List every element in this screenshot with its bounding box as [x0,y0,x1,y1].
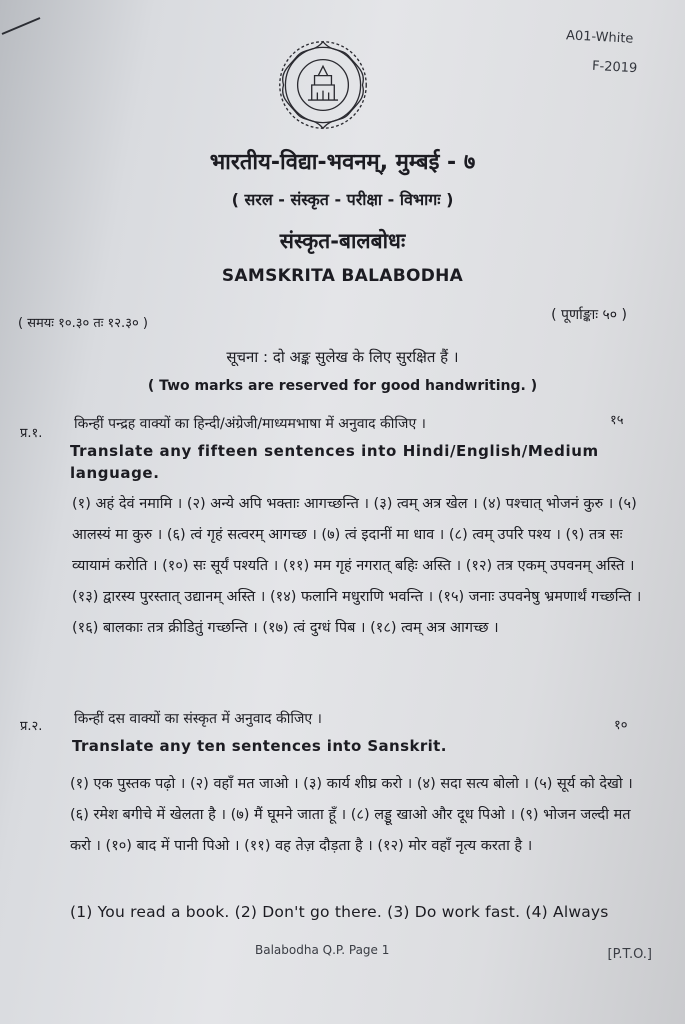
pen-mark [0,0,60,40]
please-turn-over: [P.T.O.] [607,947,652,962]
question-2-english-sentences: (1) You read a book. (2) Don't go there. (3) Do work fast. (4) Always [70,903,609,921]
question-2-marks: १० [614,718,628,733]
question-1-instruction-hindi: किन्हीं पन्द्रह वाक्यों का हिन्दी/अंग्रेजी/माध्यमभाषा में अनुवाद कीजिए । [74,416,426,432]
paper-code: A01-White [565,28,634,47]
question-2-number: प्र.२. [20,719,43,734]
exam-title-english: SAMSKRITA BALABODHA [221,266,464,286]
department-name: ( सरल - संस्कृत - परीक्षा - विभागः ) [231,190,454,209]
question-2-instruction-hindi: किन्हीं दस वाक्यों का संस्कृत में अनुवाद कीजिए । [74,711,322,727]
question-1-marks: १५ [610,413,624,428]
exam-time: ( समयः १०.३० तः १२.३० ) [18,316,148,331]
institute-seal-logo [276,38,370,132]
question-2-instruction-english: Translate any ten sentences into Sanskrit. [72,737,447,755]
exam-date: F-2019 [591,58,638,77]
question-2-sentences: (१) एक पुस्तक पढ़ो । (२) वहाँ मत जाओ । (३) कार्य शीघ्र करो । (४) सदा सत्य बोलो । (५) सूर्य को देखो । (६) रमेश बगीचे में खेलता है । (७) मैं घूमने जाता हूँ । (८) लड्डू खाओ और दूध पिओ । (९) भोजन जल्दी मत करो । (१०) बाद में पानी पिओ । (११) वह तेज़ दौड़ता है । (१२) मोर वहाँ नृत्य करता है । [70,776,633,854]
notice-english: ( Two marks are reserved for good handwriting. ) [147,378,538,394]
question-1-number: प्र.१. [20,426,43,441]
total-marks: ( पूर्णाङ्काः ५० ) [551,307,627,323]
exam-title-sanskrit: संस्कृत-बालबोधः [279,229,406,253]
page-footer: Balabodha Q.P. Page 1 [255,943,390,957]
question-1-sentences: (१) अहं देवं नमामि । (२) अन्ये अपि भक्ताः आगच्छन्ति । (३) त्वम् अत्र खेल । (४) पश्चात् भोजनं कुरु । (५) आलस्यं मा कुरु । (६) त्वं गृहं सत्वरम् आगच्छ । (७) त्वं इदानीं मा धाव । (८) त्वम् उपरि पश्य । (९) तत्र सः व्यायामं करोति । (१०) सः सूर्यं पश्यति । (११) मम गृहं नगरात् बहिः अस्ति । (१२) तत्र एकम् उपवनम् अस्ति । (१३) द्वारस्य पुरस्तात् उद्यानम् अस्ति । (१४) फलानि मधुराणि भवन्ति । (१५) जनाः उपवनेषु भ्रमणार्थं गच्छन्ति । (१६) बालकाः तत्र क्रीडितुं गच्छन्ति । (१७) त्वं दुग्धं पिब । (१८) त्वम् अत्र आगच्छ । [72,496,642,636]
institute-name: भारतीय-विद्या-भवनम्, मुम्बई - ७ [209,150,476,175]
notice-hindi: सूचना : दो अङ्क सुलेख के लिए सुरक्षित हैं । [226,348,459,366]
question-1-instruction-english: Translate any fifteen sentences into Hindi/English/Medium language. [70,442,599,482]
